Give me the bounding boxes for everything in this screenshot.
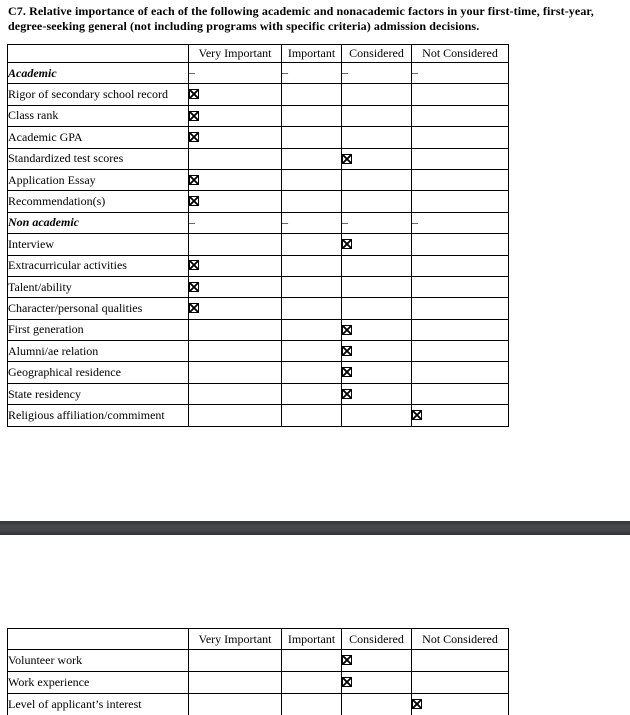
table-row <box>8 405 509 426</box>
page-separator <box>0 521 630 535</box>
cell-very-important <box>189 127 282 148</box>
question-title-line-2: degree-seeking general (not including programs with specific criteria) admission decisions. <box>8 19 480 33</box>
column-header-considered: Considered <box>342 45 412 63</box>
crossed-checkbox-icon <box>189 303 199 313</box>
dash-mark: – <box>412 65 418 80</box>
cell-not-considered <box>412 341 509 362</box>
crossed-checkbox-icon <box>189 260 199 270</box>
row-label: Academic <box>8 63 189 84</box>
cell-not-considered <box>412 650 509 672</box>
row-label: Alumni/ae relation <box>8 341 189 362</box>
column-header-important: Important <box>282 45 342 63</box>
header-row <box>8 45 509 63</box>
cell-not-considered <box>412 405 509 426</box>
cell-considered <box>342 276 412 297</box>
cell-considered <box>342 169 412 190</box>
row-label: Volunteer work <box>8 650 189 672</box>
row-label: Extracurricular activities <box>8 255 189 276</box>
table-row <box>8 255 509 276</box>
section-row <box>8 212 509 233</box>
cell-very-important <box>189 383 282 404</box>
cell-considered <box>342 191 412 212</box>
row-label: First generation <box>8 319 189 340</box>
crossed-checkbox-icon <box>342 655 352 665</box>
table-row <box>8 191 509 212</box>
cell-considered <box>342 298 412 319</box>
cell-considered <box>342 212 412 233</box>
section-row <box>8 63 509 84</box>
table-row <box>8 383 509 404</box>
row-label: Level of applicant’s interest <box>8 694 189 715</box>
crossed-checkbox-icon <box>342 389 352 399</box>
crossed-checkbox-icon <box>189 111 199 121</box>
column-header-important: Important <box>282 629 342 650</box>
dash-mark: – <box>342 65 348 80</box>
header-row <box>8 629 509 650</box>
row-label: Recommendation(s) <box>8 191 189 212</box>
crossed-checkbox-icon <box>412 410 422 420</box>
row-label: Interview <box>8 234 189 255</box>
crossed-checkbox-icon <box>342 239 352 249</box>
cell-considered <box>342 63 412 84</box>
cell-considered <box>342 650 412 672</box>
cell-considered <box>342 234 412 255</box>
table-row <box>8 84 509 105</box>
table-row <box>8 650 509 672</box>
cell-very-important <box>189 672 282 694</box>
cell-not-considered <box>412 255 509 276</box>
factors-table-continued <box>7 628 509 715</box>
cell-very-important <box>189 212 282 233</box>
column-header-blank <box>8 45 189 63</box>
column-header-not-considered: Not Considered <box>412 629 509 650</box>
table-row <box>8 234 509 255</box>
dash-mark: – <box>412 215 418 230</box>
cell-important <box>282 694 342 715</box>
row-label: Geographical residence <box>8 362 189 383</box>
crossed-checkbox-icon <box>342 367 352 377</box>
cell-very-important <box>189 650 282 672</box>
row-label: Rigor of secondary school record <box>8 84 189 105</box>
cell-important <box>282 650 342 672</box>
crossed-checkbox-icon <box>189 282 199 292</box>
cell-important <box>282 276 342 297</box>
cell-considered <box>342 127 412 148</box>
crossed-checkbox-icon <box>342 346 352 356</box>
crossed-checkbox-icon <box>342 154 352 164</box>
cell-very-important <box>189 319 282 340</box>
cell-very-important <box>189 405 282 426</box>
crossed-checkbox-icon <box>189 89 199 99</box>
cell-very-important <box>189 63 282 84</box>
table-row <box>8 694 509 715</box>
cell-important <box>282 105 342 126</box>
cell-considered <box>342 255 412 276</box>
cell-very-important <box>189 276 282 297</box>
cell-not-considered <box>412 63 509 84</box>
cell-not-considered <box>412 127 509 148</box>
row-label: Application Essay <box>8 169 189 190</box>
cell-very-important <box>189 148 282 169</box>
cell-considered <box>342 148 412 169</box>
cell-not-considered <box>412 276 509 297</box>
cell-important <box>282 672 342 694</box>
column-header-blank <box>8 629 189 650</box>
table-row <box>8 298 509 319</box>
crossed-checkbox-icon <box>342 325 352 335</box>
cell-not-considered <box>412 362 509 383</box>
table-row <box>8 105 509 126</box>
cell-not-considered <box>412 383 509 404</box>
cell-important <box>282 191 342 212</box>
row-label: Talent/ability <box>8 276 189 297</box>
cell-considered <box>342 105 412 126</box>
table-row <box>8 276 509 297</box>
cell-very-important <box>189 362 282 383</box>
cell-not-considered <box>412 148 509 169</box>
cell-important <box>282 234 342 255</box>
cell-important <box>282 169 342 190</box>
cell-important <box>282 148 342 169</box>
column-header-very-important: Very Important <box>189 45 282 63</box>
row-label: State residency <box>8 383 189 404</box>
cell-important <box>282 63 342 84</box>
column-header-very-important: Very Important <box>189 629 282 650</box>
dash-mark: – <box>282 215 288 230</box>
cell-not-considered <box>412 694 509 715</box>
table-row <box>8 672 509 694</box>
crossed-checkbox-icon <box>189 175 199 185</box>
cell-not-considered <box>412 191 509 212</box>
crossed-checkbox-icon <box>189 196 199 206</box>
cell-very-important <box>189 84 282 105</box>
dash-mark: – <box>342 215 348 230</box>
cell-not-considered <box>412 84 509 105</box>
cell-very-important <box>189 169 282 190</box>
cell-considered <box>342 341 412 362</box>
cell-very-important <box>189 341 282 362</box>
cell-very-important <box>189 191 282 212</box>
table-row <box>8 319 509 340</box>
cell-very-important <box>189 234 282 255</box>
table-row <box>8 362 509 383</box>
cell-not-considered <box>412 319 509 340</box>
cell-not-considered <box>412 298 509 319</box>
dash-mark: – <box>282 65 288 80</box>
row-label: Standardized test scores <box>8 148 189 169</box>
row-label: Class rank <box>8 105 189 126</box>
cell-very-important <box>189 298 282 319</box>
crossed-checkbox-icon <box>189 132 199 142</box>
crossed-checkbox-icon <box>412 699 422 709</box>
row-label: Character/personal qualities <box>8 298 189 319</box>
row-label: Academic GPA <box>8 127 189 148</box>
cell-not-considered <box>412 169 509 190</box>
factors-table-main <box>7 44 509 427</box>
cell-important <box>282 255 342 276</box>
cell-very-important <box>189 694 282 715</box>
cell-not-considered <box>412 234 509 255</box>
cell-important <box>282 298 342 319</box>
cell-important <box>282 341 342 362</box>
cell-not-considered <box>412 105 509 126</box>
cell-considered <box>342 694 412 715</box>
cell-considered <box>342 383 412 404</box>
cell-important <box>282 127 342 148</box>
cell-considered <box>342 362 412 383</box>
dash-mark: – <box>189 215 195 230</box>
cell-important <box>282 405 342 426</box>
cell-very-important <box>189 105 282 126</box>
cell-considered <box>342 405 412 426</box>
cell-considered <box>342 84 412 105</box>
table-row <box>8 341 509 362</box>
column-header-not-considered: Not Considered <box>412 45 509 63</box>
cell-considered <box>342 672 412 694</box>
question-title-line-1: C7. Relative importance of each of the following academic and nonacademic factors in your first-time, first-year, <box>8 4 594 18</box>
cell-important <box>282 84 342 105</box>
question-title <box>8 4 626 34</box>
row-label: Religious affiliation/commiment <box>8 405 189 426</box>
cell-considered <box>342 319 412 340</box>
row-label: Work experience <box>8 672 189 694</box>
table-row <box>8 127 509 148</box>
dash-mark: – <box>189 65 195 80</box>
cell-important <box>282 319 342 340</box>
cell-important <box>282 383 342 404</box>
table-row <box>8 148 509 169</box>
row-label: Non academic <box>8 212 189 233</box>
cell-very-important <box>189 255 282 276</box>
cell-important <box>282 362 342 383</box>
table-row <box>8 169 509 190</box>
column-header-considered: Considered <box>342 629 412 650</box>
crossed-checkbox-icon <box>342 677 352 687</box>
cell-not-considered <box>412 212 509 233</box>
cell-not-considered <box>412 672 509 694</box>
cell-important <box>282 212 342 233</box>
